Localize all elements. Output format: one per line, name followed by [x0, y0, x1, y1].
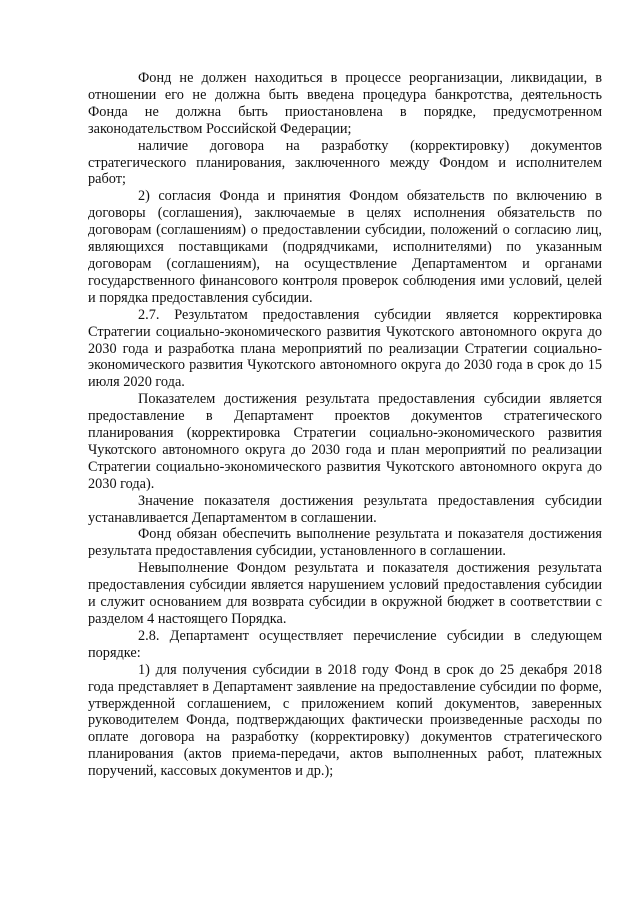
paragraph-subsidy-application: 1) для получения субсидии в 2018 году Фонд в срок до 25 декабря 2018 года представляет в Департамент заявление на предоставление субсидии по форме, утвержденной соглашением, с приложением копий документов, заверенных руководителем Фонда, подтверждающих фактически произведенные расходы по оплате договора на разработку (корректировку) документов стратегического планирования (актов приема-передачи, актов выполненных работ, платежных поручений, кассовых документов и др.);	[88, 661, 602, 780]
paragraph-fund-obligation: Фонд обязан обеспечить выполнение результата и показателя достижения результата предоставления субсидии, установленного в соглашении.	[88, 526, 602, 560]
paragraph-non-fulfillment: Невыполнение Фондом результата и показателя достижения результата предоставления субсидии является нарушением условий предоставления субсидии и служит основанием для возврата субсидии в окружной бюджет в соответствии с разделом 4 настоящего Порядка.	[88, 560, 602, 627]
paragraph-contract-availability: наличие договора на разработку (корректировку) документов стратегического планирования, заключенного между Фондом и исполнителем работ;	[88, 137, 602, 188]
paragraph-2-7-result: 2.7. Результатом предоставления субсидии является корректировка Стратегии социально-экономического развития Чукотского автономного округа до 2030 года и разработка плана мероприятий по реализации Стратегии социально-экономического развития Чукотского автономного округа до 2030 года в срок до 15 июля 2020 года.	[88, 306, 602, 391]
document-page	[88, 70, 602, 780]
paragraph-indicator-value: Значение показателя достижения результата предоставления субсидии устанавливается Департаментом в соглашении.	[88, 492, 602, 526]
paragraph-fund-consent: 2) согласия Фонда и принятия Фондом обязательств по включению в договоры (соглашения), заключаемые в целях исполнения обязательств по договорам (соглашениям) о предоставлении субсидии, положений о согласию лиц, являющихся поставщиками (подрядчиками, исполнителями) по указанным договорам (соглашениям), на осуществление Департаментом и органами государственного финансового контроля проверок соблюдения ими условий, целей и порядка предоставления субсидии.	[88, 188, 602, 306]
paragraph-result-indicator: Показателем достижения результата предоставления субсидии является предоставление в Департамент проектов документов стратегического планирования (корректировка Стратегии социально-экономического развития Чукотского автономного округа до 2030 года и план мероприятий по реализации Стратегии социально-экономического развития Чукотского автономного округа до 2030 года).	[88, 391, 602, 492]
paragraph-2-8-transfer: 2.8. Департамент осуществляет перечисление субсидии в следующем порядке:	[88, 627, 602, 661]
paragraph-fund-requirements: Фонд не должен находиться в процессе реорганизации, ликвидации, в отношении его не должна быть введена процедура банкротства, деятельность Фонда не должна быть приостановлена в порядке, предусмотренном законодательством Российской Федерации;	[88, 70, 602, 137]
